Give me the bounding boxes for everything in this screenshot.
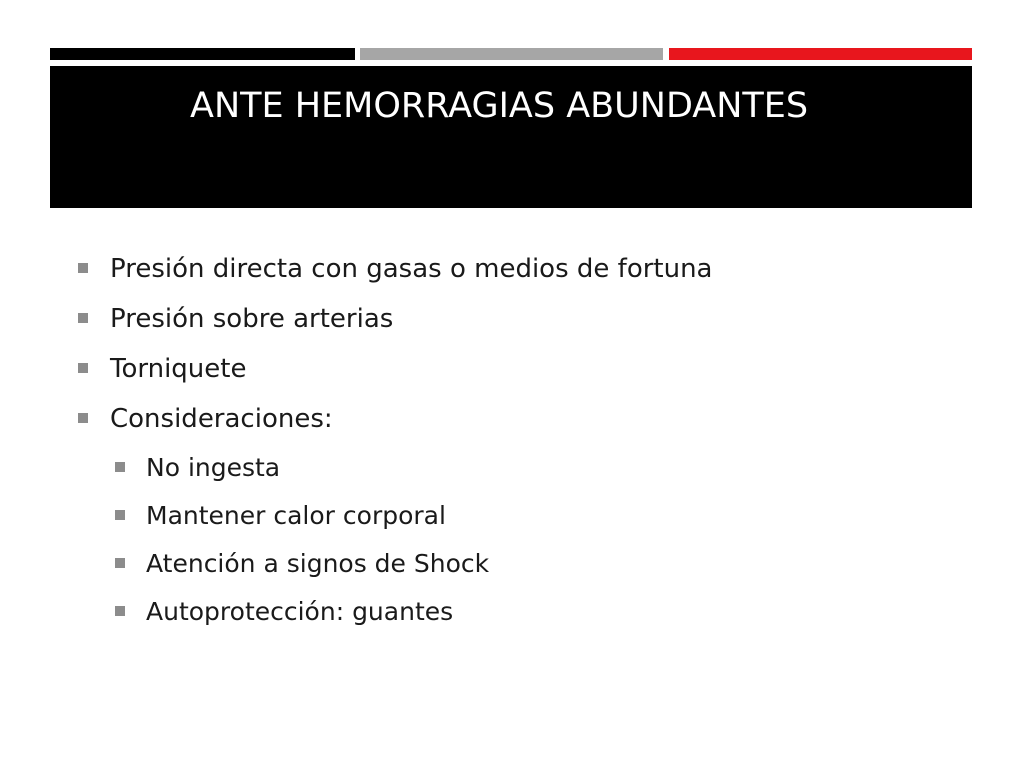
top-bar-red xyxy=(669,48,972,60)
bullet-item xyxy=(78,244,958,294)
sub-bullet-text: Autoprotección: guantes xyxy=(146,597,454,626)
square-bullet-icon xyxy=(115,462,125,472)
square-bullet-icon xyxy=(78,413,88,423)
sub-bullet-item xyxy=(78,444,958,492)
bullet-text: Presión sobre arterias xyxy=(110,304,394,334)
square-bullet-icon xyxy=(78,313,88,323)
square-bullet-icon xyxy=(115,558,125,568)
top-bar-gray xyxy=(360,48,663,60)
sub-bullet-text: Mantener calor corporal xyxy=(146,501,446,530)
sub-bullet-item xyxy=(78,492,958,540)
square-bullet-icon xyxy=(115,606,125,616)
sub-bullet-item xyxy=(78,540,958,588)
sub-bullet-text: Atención a signos de Shock xyxy=(146,549,490,578)
slide-title: ANTE HEMORRAGIAS ABUNDANTES xyxy=(190,86,809,126)
square-bullet-icon xyxy=(78,363,88,373)
decorative-top-bars xyxy=(50,48,972,60)
bullet-text: Consideraciones: xyxy=(110,404,333,434)
square-bullet-icon xyxy=(78,263,88,273)
square-bullet-icon xyxy=(115,510,125,520)
top-bar-black xyxy=(50,48,355,60)
bullet-item xyxy=(78,394,958,444)
bullet-text: Presión directa con gasas o medios de fortuna xyxy=(110,254,713,284)
sub-bullet-item xyxy=(78,588,958,636)
title-band xyxy=(50,66,972,208)
sub-bullet-list xyxy=(78,444,958,636)
sub-bullet-text: No ingesta xyxy=(146,453,281,482)
bullet-text: Torniquete xyxy=(110,354,247,384)
bullet-list xyxy=(78,244,958,636)
bullet-item xyxy=(78,344,958,394)
bullet-item xyxy=(78,294,958,344)
sub-bullet-group xyxy=(78,444,958,636)
